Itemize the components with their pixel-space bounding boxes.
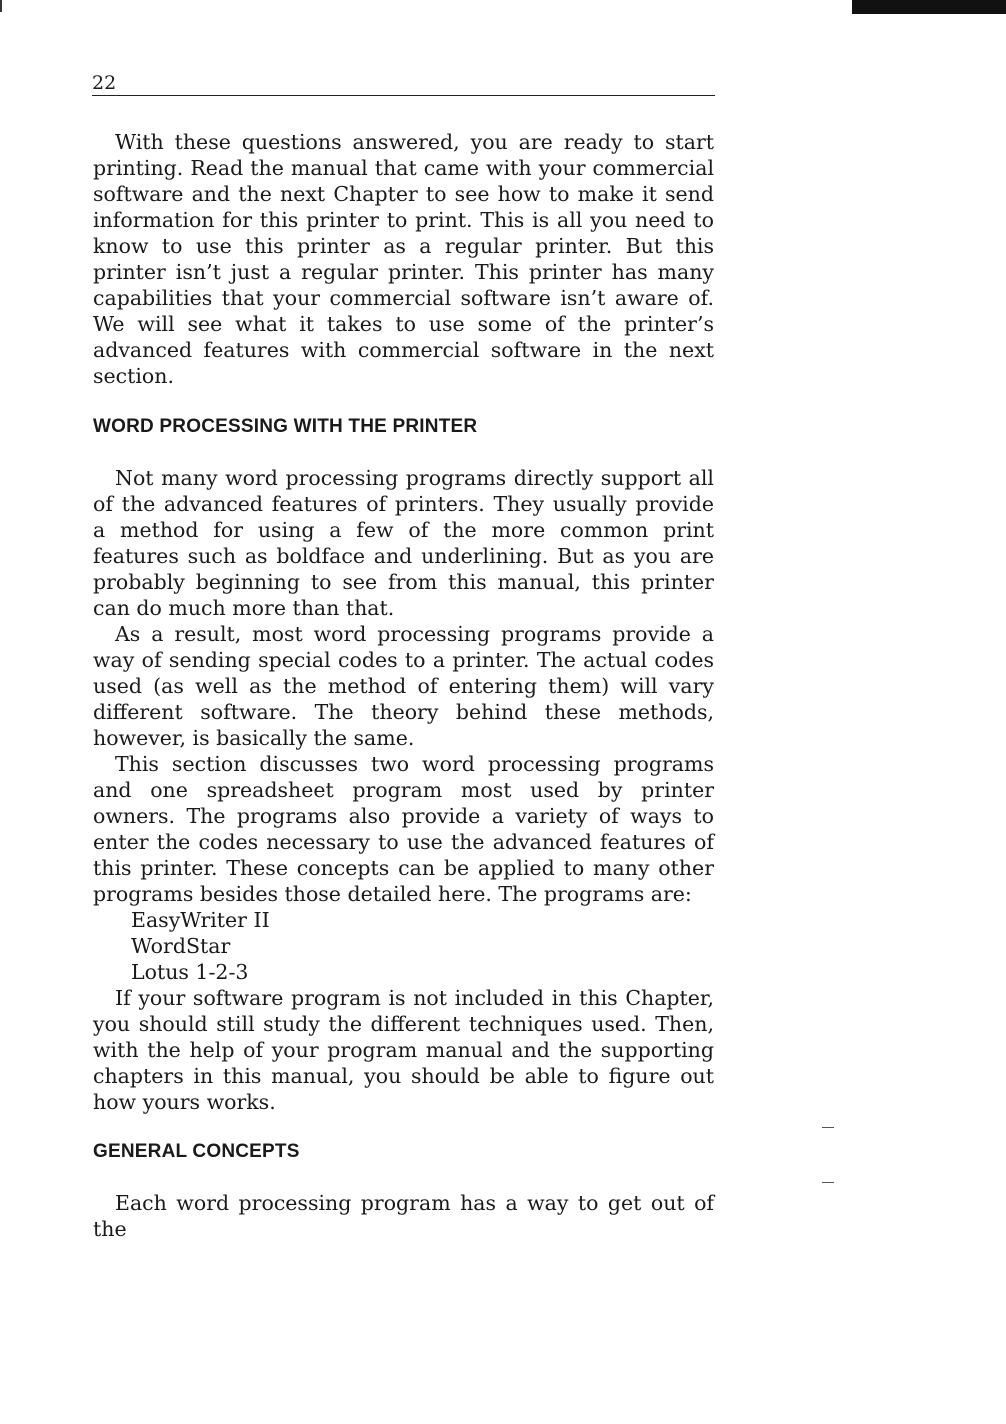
scan-edge-mark-left — [0, 0, 2, 12]
body-paragraph: If your software program is not included in this Chapter, you should still study the different techniques used. Then, with the help of your program manual and the supporting chapters in this manual, you should be able to figure out how yours works. — [93, 986, 714, 1114]
scan-edge-dash — [822, 1182, 834, 1183]
scan-edge-dash — [822, 1127, 834, 1128]
program-list-item: Lotus 1-2-3 — [131, 960, 249, 984]
body-paragraph: Each word processing program has a way to get out of the — [93, 1191, 714, 1241]
header-rule — [92, 95, 715, 96]
page-number: 22 — [92, 72, 117, 94]
body-paragraph: Not many word processing programs directly support all of the advanced features of printers. They usually provide a method for using a few of the more common print features such as boldface and underlining. But as you are probably beginning to see from this manual, this printer can do much more than that. — [93, 466, 714, 620]
program-list-item: EasyWriter II — [131, 908, 270, 932]
intro-paragraph: With these questions answered, you are ready to start printing. Read the manual that came with your commercial software and the next Chapter to see how to make it send information for this printer to print. This is all you need to know to use this printer as a regular printer. But this printer isn’t just a regular printer. This printer has many capabilities that your commercial software isn’t aware of. We will see what it takes to use some of the printer’s advanced features with commercial software in the next section. — [93, 130, 714, 388]
program-list-item: WordStar — [131, 934, 231, 958]
body-paragraph: This section discusses two word processing programs and one spreadsheet program most used by printer owners. The programs also provide a variety of ways to enter the codes necessary to use the advanced features of this printer. These concepts can be applied to many other programs besides those detailed here. The programs are: — [93, 752, 714, 906]
scan-edge-mark — [852, 0, 1006, 14]
body-paragraph: As a result, most word processing programs provide a way of sending special codes to a printer. The actual codes used (as well as the method of entering them) will vary different software. The theory behind these methods, however, is basically the same. — [93, 622, 714, 750]
section-heading-general-concepts: GENERAL CONCEPTS — [93, 1141, 300, 1162]
section-heading-word-processing: WORD PROCESSING WITH THE PRINTER — [93, 416, 478, 437]
